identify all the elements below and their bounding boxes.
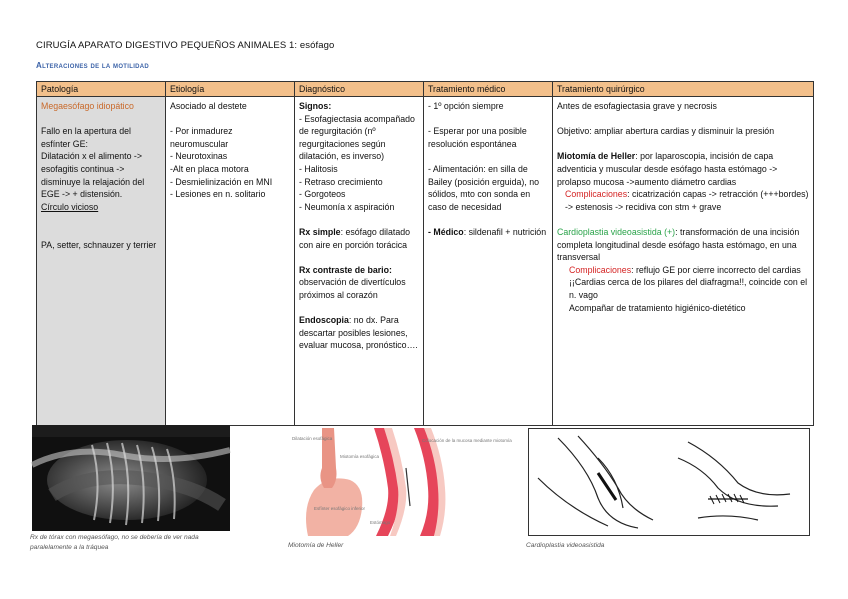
medical-drug-text: : sildenafil + nutrición <box>463 226 547 237</box>
sign-line: - Neumonía x aspiración <box>299 201 395 212</box>
complications-2-text: : reflujo GE por cierre incorrecto del cardias <box>631 264 801 275</box>
rx-contrast-text: observación de divertículos próximos al corazón <box>299 277 406 300</box>
surgical-line: Objetivo: ampliar abertura cardias y disminuir la presión <box>557 126 775 137</box>
cell-tratamiento-quirurgico <box>553 97 814 426</box>
endoscopy-title: Endoscopia <box>299 315 349 326</box>
endoscopy <box>299 314 419 352</box>
heller-image <box>288 428 512 536</box>
heller-label-b: Miotomía esofágica <box>340 454 380 459</box>
complications-1-title: Complicaciones <box>565 189 628 200</box>
etiology-line: - Lesiones en n. solitario <box>170 189 266 200</box>
cell-etiologia <box>166 97 295 426</box>
medical-drug-title: - Médico <box>428 226 464 237</box>
medical-line: - Alimentación: en silla de Bailey (posición erguida), no sólidos, mto con sonda en caso de necesidad <box>428 163 540 212</box>
heller-label-c: Esfínter esofágico inferior <box>314 506 366 511</box>
cell-tratamiento-medico <box>424 97 553 426</box>
complications-2 <box>557 264 809 277</box>
cardioplasty-title: Cardioplastia videoasistida (+) <box>557 226 676 237</box>
table-header-row <box>37 82 814 97</box>
cardioplasty-text: : transformación de una incisión completa longitudinal desde esófago hasta estómago, en una transversal <box>557 226 800 263</box>
etiology-line: - Desmielinización en MNI <box>170 176 273 187</box>
medical-drug <box>428 226 548 239</box>
signs-title: Signos: <box>299 101 332 111</box>
heller-block <box>557 150 809 188</box>
cardioplasty-caption: Cardioplastia videoasistida <box>526 542 605 549</box>
endoscopy-text: : no dx. Para descartar posibles lesiones, evaluar mucosa, pronóstico…. <box>299 315 418 351</box>
breeds: PA, setter, schnauzer y terrier <box>41 239 157 250</box>
etiology-line: -Alt en placa motora <box>170 163 249 174</box>
motility-table <box>36 81 814 426</box>
complications-1 <box>557 188 809 213</box>
sign-line: - Gorgoteos <box>299 189 346 200</box>
cardioplasty-block <box>557 226 809 264</box>
surgical-line: Antes de esofagiectasia grave y necrosis <box>557 101 717 111</box>
medical-line: - Esperar por una posible resolución espontánea <box>428 126 527 149</box>
header-diagnostico: Diagnóstico <box>295 82 424 97</box>
section-subtitle: Alteraciones de la motilidad <box>36 61 150 70</box>
heller-caption: Miotomía de Heller <box>288 542 344 549</box>
vicious-circle: Círculo vicioso <box>41 201 99 212</box>
sign-line: - Retraso crecimiento <box>299 176 383 187</box>
heller-label-a: Dilatación esofágica <box>292 436 333 441</box>
surgical-note: Acompañar de tratamiento higiénico-dietético <box>569 302 746 313</box>
heller-label-e: Colocación de la mucosa mediante miotomía <box>422 438 512 443</box>
page-title: CIRUGÍA APARATO DIGESTIVO PEQUEÑOS ANIMALES 1: esófago <box>36 40 335 51</box>
xray-image <box>32 425 230 531</box>
complications-2-title: Complicaciones <box>569 264 632 275</box>
header-patologia: Patología <box>37 82 166 97</box>
cell-patologia <box>37 97 166 426</box>
table-row <box>37 97 814 426</box>
xray-caption: Rx de tórax con megaesófago, no se debería de ver nada paralelamente a la tráquea <box>30 534 199 551</box>
complications-1-text: : cicatrización capas -> retracción (+++bordes) -> estenosis -> recidiva con stm + grave <box>565 189 809 212</box>
pathology-desc-2: Dilatación x el alimento -> esofagitis continua -> disminuye la relajación del EGE -> + distensión. <box>41 151 145 200</box>
etiology-line: - Por inmadurez neuromuscular <box>170 126 233 149</box>
surgical-note: ¡¡Cardias cerca de los pilares del diafragma!!, coincide con el n. vago <box>569 277 808 300</box>
header-tratamiento-medico: Tratamiento médico <box>424 82 553 97</box>
heller-title: Miotomía de Heller <box>557 151 636 162</box>
rx-simple <box>299 226 419 251</box>
sign-line: - Halitosis <box>299 163 338 174</box>
header-tratamiento-quirurgico: Tratamiento quirúrgico <box>553 82 814 97</box>
cell-diagnostico <box>295 97 424 426</box>
etiology-line: Asociado al destete <box>170 101 247 111</box>
rx-simple-title: Rx simple <box>299 226 341 237</box>
pathology-name: Megaesófago idiopático <box>41 101 134 111</box>
rx-contrast-title: Rx contraste de bario: <box>299 264 392 275</box>
heller-text: : por laparoscopia, incisión de capa adventicia y muscular desde esófago hasta estómago -> prolapso mucosa ->aumento diámetro cardias <box>557 151 778 187</box>
medical-line: - 1º opción siempre <box>428 101 504 111</box>
etiology-line: - Neurotoxinas <box>170 151 228 162</box>
pathology-desc-1: Fallo en la apertura del esfínter GE: <box>41 126 131 149</box>
heller-label-d: Estómago <box>370 520 391 525</box>
header-etiologia: Etiología <box>166 82 295 97</box>
cardioplasty-image <box>528 428 810 536</box>
sign-line: - Esofagiectasia acompañado de regurgitación (nº regurgitaciones según dilatación, es inverso) <box>299 113 415 162</box>
rx-simple-text: : esófago dilatado con aire en porción torácica <box>299 226 411 250</box>
